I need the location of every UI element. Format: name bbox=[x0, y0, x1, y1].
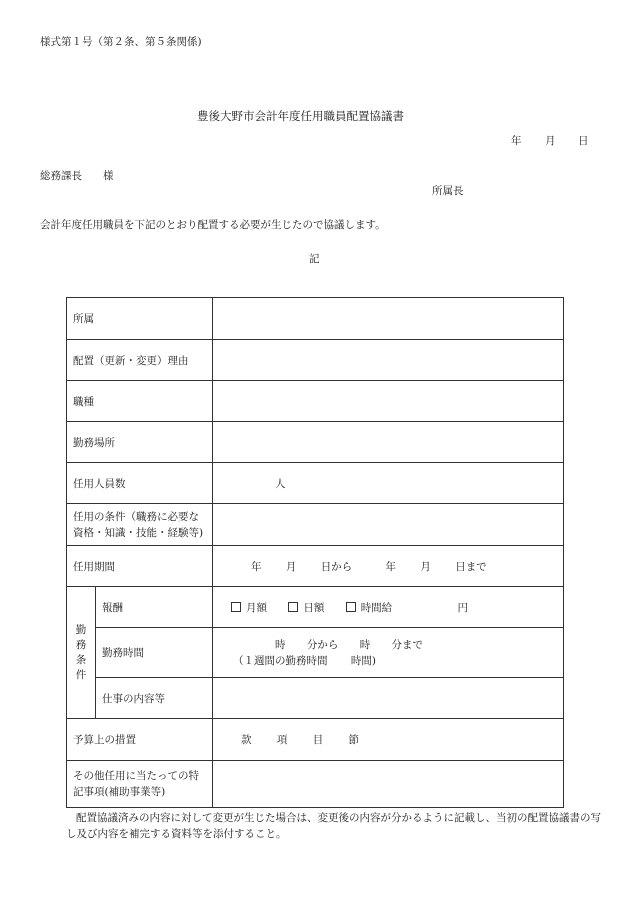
group-char-3: 条 bbox=[75, 653, 87, 666]
row-tokki bbox=[67, 761, 564, 808]
document-title: 豊後大野市会計年度任用職員配置協議書 bbox=[197, 109, 404, 123]
jikan-from: 分から bbox=[306, 638, 339, 651]
row-haichi bbox=[67, 340, 564, 381]
hoshu-yen: 円 bbox=[457, 601, 469, 614]
label-kikan: 任用期間 bbox=[67, 546, 213, 587]
kinmu-joken-group-label bbox=[67, 587, 96, 719]
hourly-checkbox-icon[interactable] bbox=[346, 602, 356, 612]
field-kinmubasho[interactable] bbox=[213, 422, 564, 463]
jikan-week-label: （１週間の勤務時間 bbox=[233, 654, 328, 667]
field-jikan[interactable] bbox=[213, 628, 564, 678]
field-hoshu[interactable] bbox=[213, 587, 564, 628]
jikan-hour2: 時 bbox=[359, 638, 371, 651]
label-ninzu: 任用人員数 bbox=[67, 463, 213, 504]
kikan-year1: 年 bbox=[251, 560, 262, 573]
kikan-month1: 月 bbox=[285, 560, 297, 573]
jikan-week-unit: 時間) bbox=[350, 654, 376, 667]
footnote: 配置協議済みの内容に対して変更が生じた場合は、変更後の内容が分かるように記載し、当初の配置協議書の写し及び内容を補完する資料等を添付すること。 bbox=[66, 812, 601, 840]
label-kinmubasho: 勤務場所 bbox=[67, 422, 213, 463]
label-shozoku: 所属 bbox=[67, 298, 213, 340]
label-hoshu: 報酬 bbox=[96, 587, 213, 628]
ki-heading: 記 bbox=[309, 253, 320, 265]
kikan-from: 日から bbox=[320, 560, 353, 573]
row-shozoku bbox=[67, 298, 564, 340]
hoshu-daily-option[interactable] bbox=[288, 602, 324, 614]
sender-label: 所属長 bbox=[432, 185, 464, 197]
monthly-checkbox-icon[interactable] bbox=[231, 602, 241, 612]
field-joken[interactable] bbox=[213, 504, 564, 546]
date-day-label: 日 bbox=[578, 135, 589, 147]
label-joken bbox=[67, 504, 213, 546]
hoshu-monthly-label: 月額 bbox=[246, 601, 267, 614]
field-tokki[interactable] bbox=[213, 761, 564, 808]
yosan-moku: 目 bbox=[312, 734, 324, 746]
yosan-ko: 項 bbox=[276, 734, 288, 746]
label-tokki bbox=[67, 761, 213, 808]
label-tokki-line1: その他任用に当たっての特 bbox=[73, 770, 199, 782]
ninzu-unit: 人 bbox=[275, 477, 286, 490]
row-joken bbox=[67, 504, 564, 546]
field-shigoto[interactable] bbox=[213, 678, 564, 719]
group-char-1: 勤 bbox=[75, 623, 87, 636]
yosan-setsu: 節 bbox=[348, 734, 360, 746]
row-kikan bbox=[67, 546, 564, 587]
label-yosan: 予算上の措置 bbox=[67, 719, 213, 761]
yosan-kan: 款 bbox=[241, 734, 252, 746]
intro-text: 会計年度任用職員を下記のとおり配置する必要が生じたので協議します。 bbox=[40, 219, 386, 231]
application-form-table bbox=[66, 297, 564, 808]
addressee: 総務課長 様 bbox=[40, 170, 114, 182]
hoshu-daily-label: 日額 bbox=[303, 601, 325, 614]
jikan-hour1: 時 bbox=[275, 638, 286, 651]
field-haichi[interactable] bbox=[213, 340, 564, 381]
jikan-to: 分まで bbox=[391, 638, 424, 651]
row-yosan bbox=[67, 719, 564, 761]
hoshu-hourly-option[interactable] bbox=[346, 602, 393, 614]
kikan-year2: 年 bbox=[385, 560, 397, 573]
field-kikan[interactable] bbox=[213, 546, 564, 587]
field-yosan[interactable] bbox=[213, 719, 564, 761]
row-kinmubasho bbox=[67, 422, 564, 463]
hoshu-monthly-option[interactable] bbox=[231, 602, 267, 614]
field-shozoku[interactable] bbox=[213, 298, 564, 340]
row-shigoto bbox=[67, 678, 564, 719]
date-year-label: 年 bbox=[511, 135, 522, 147]
form-number: 様式第１号（第２条、第５条関係) bbox=[40, 36, 202, 48]
daily-checkbox-icon[interactable] bbox=[288, 602, 298, 612]
label-tokki-line2: 記事項(補助事業等) bbox=[73, 786, 166, 798]
label-joken-line2: 資格・知識・技能・経験等) bbox=[73, 526, 204, 539]
row-jikan bbox=[67, 628, 564, 678]
group-char-2: 務 bbox=[75, 638, 87, 651]
hoshu-hourly-label: 時間給 bbox=[360, 601, 393, 614]
row-hoshu bbox=[67, 587, 564, 628]
label-haichi: 配置（更新・変更）理由 bbox=[67, 340, 213, 381]
label-shigoto: 仕事の内容等 bbox=[96, 678, 213, 719]
row-shokushu bbox=[67, 381, 564, 422]
kikan-month2: 月 bbox=[420, 560, 431, 573]
group-char-4: 件 bbox=[75, 668, 87, 681]
field-ninzu[interactable] bbox=[213, 463, 564, 504]
label-jikan: 勤務時間 bbox=[96, 628, 213, 678]
date-month-label: 月 bbox=[545, 135, 556, 147]
field-shokushu[interactable] bbox=[213, 381, 564, 422]
kikan-to: 日まで bbox=[455, 560, 487, 573]
label-shokushu: 職種 bbox=[67, 381, 213, 422]
label-joken-line1: 任用の条件（職務に必要な bbox=[73, 510, 199, 523]
row-ninzu bbox=[67, 463, 564, 504]
